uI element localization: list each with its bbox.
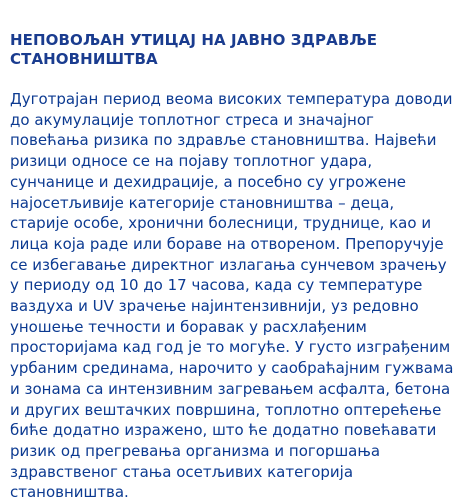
article-paragraph: Дуготрајан период веома високих температура доводи до акумулације топлотног стреса и значајног повећања ризика по здравље становништва. Највећи ризици односе се на појаву топлотног удара, сунчанице и дехидрације, а посебно су угрожене најосетљивије категорије становништва – деца, старије особе, хронични болесници, труднице, као и лица која раде или бораве на отвореном. Препоручује се избегавање директног излагања сунчевом зрачењу у периоду од 10 до 17 часова, када су температуре ваздуха и UV зрачење најинтензивнији, уз редовно уношење течности и боравак у расхлађеним просторијама кад год је то могуће. У густо изграђеним урбаним срединама, нарочито у саобраћајним гужвама и зонама са интензивним загревањем асфалта, бетона и других вештачких површина, топлотно оптерећење биће додатно изражено, што ће додатно повећавати ризик од прегревања организма и погоршања здравственог стања осетљивих категорија становништва. [10,90,454,502]
article-title: НЕПОВОЉАН УТИЦАЈ НА ЈАВНО ЗДРАВЉЕ СТАНОВНИШТВА [10,31,378,68]
article [10,31,455,503]
